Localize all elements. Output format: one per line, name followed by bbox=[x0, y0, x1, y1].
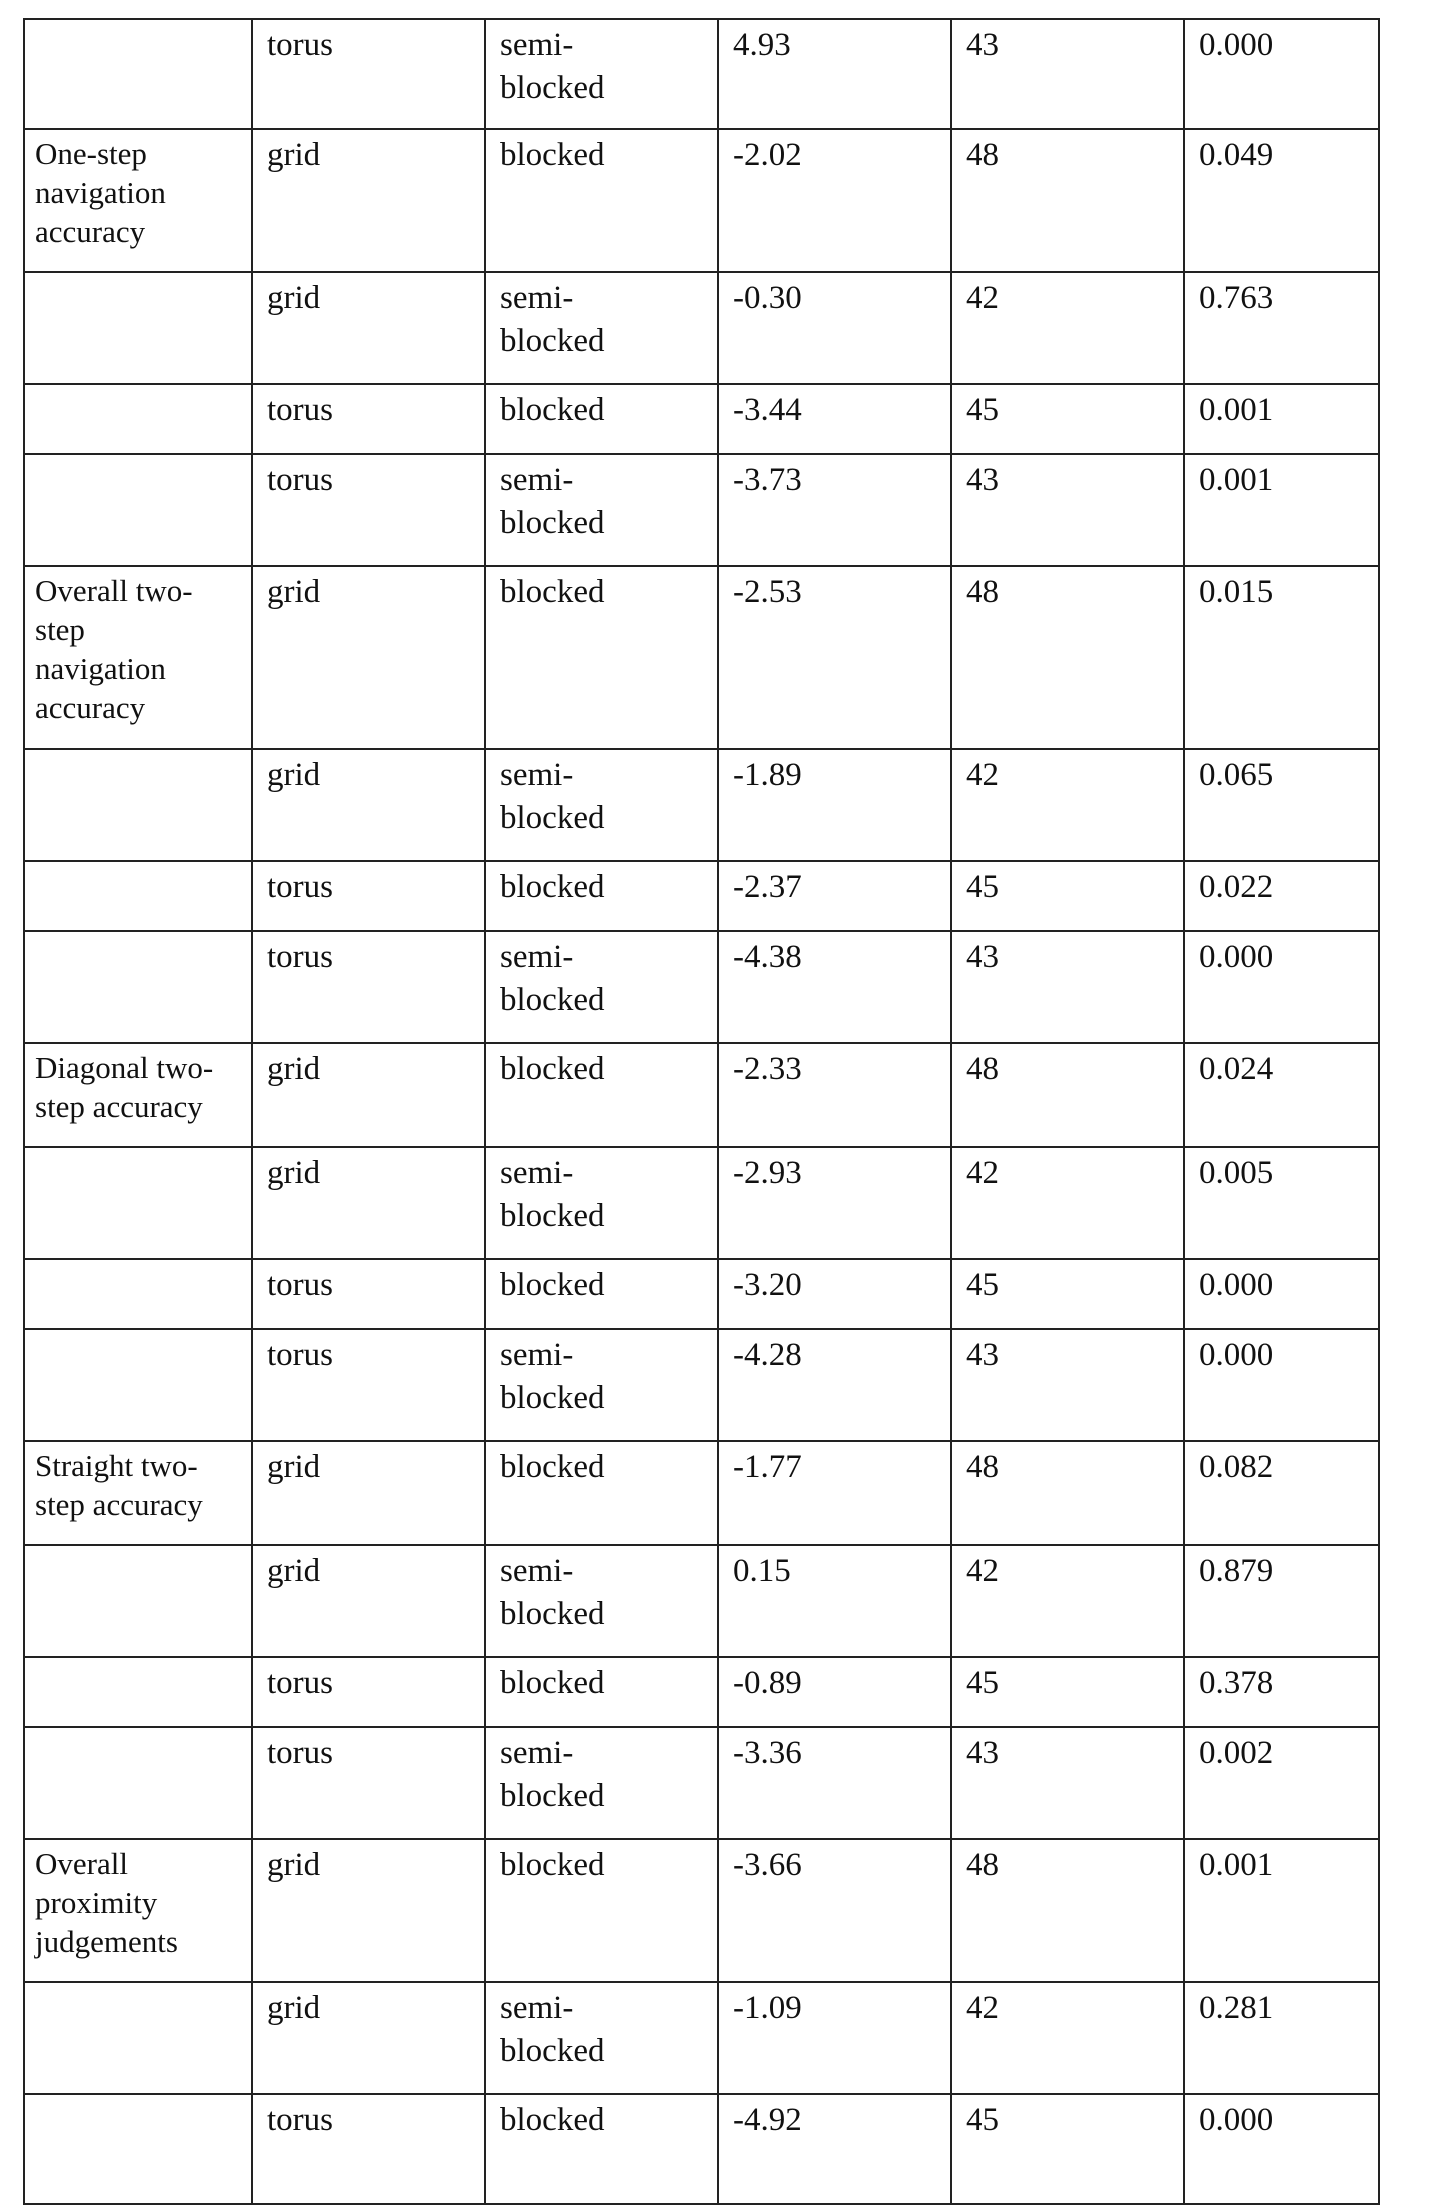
p-value-cell: 0.065 bbox=[1184, 749, 1379, 861]
topology-cell: torus bbox=[252, 19, 485, 129]
t-value-cell: -3.36 bbox=[718, 1727, 951, 1839]
topology-cell: grid bbox=[252, 749, 485, 861]
table-row bbox=[24, 1043, 1379, 1147]
df-cell: 45 bbox=[951, 384, 1184, 454]
condition-cell: blocked bbox=[485, 2094, 718, 2204]
measure-cell: Overall proximity judgements bbox=[24, 1839, 252, 1982]
condition-cell: blocked bbox=[485, 1839, 718, 1982]
condition-cell: semi- blocked bbox=[485, 272, 718, 384]
table-row bbox=[24, 749, 1379, 861]
table-row bbox=[24, 384, 1379, 454]
condition-cell: blocked bbox=[485, 1259, 718, 1329]
condition-cell: semi- blocked bbox=[485, 931, 718, 1043]
table-row bbox=[24, 272, 1379, 384]
measure-cell bbox=[24, 749, 252, 861]
table-row bbox=[24, 1839, 1379, 1982]
df-cell: 43 bbox=[951, 1329, 1184, 1441]
df-cell: 42 bbox=[951, 1982, 1184, 2094]
topology-cell: grid bbox=[252, 129, 485, 272]
t-value-cell: 4.93 bbox=[718, 19, 951, 129]
topology-cell: grid bbox=[252, 1839, 485, 1982]
measure-cell: One-step navigation accuracy bbox=[24, 129, 252, 272]
t-value-cell: -3.66 bbox=[718, 1839, 951, 1982]
table-row bbox=[24, 1727, 1379, 1839]
df-cell: 48 bbox=[951, 1839, 1184, 1982]
df-cell: 42 bbox=[951, 1147, 1184, 1259]
df-cell: 48 bbox=[951, 566, 1184, 749]
t-value-cell: -3.73 bbox=[718, 454, 951, 566]
table-row bbox=[24, 1441, 1379, 1545]
measure-cell bbox=[24, 1727, 252, 1839]
p-value-cell: 0.001 bbox=[1184, 1839, 1379, 1982]
condition-cell: blocked bbox=[485, 384, 718, 454]
p-value-cell: 0.000 bbox=[1184, 931, 1379, 1043]
p-value-cell: 0.002 bbox=[1184, 1727, 1379, 1839]
topology-cell: torus bbox=[252, 384, 485, 454]
measure-cell bbox=[24, 1259, 252, 1329]
measure-cell bbox=[24, 2094, 252, 2204]
condition-cell: semi- blocked bbox=[485, 1545, 718, 1657]
table-row bbox=[24, 861, 1379, 931]
p-value-cell: 0.000 bbox=[1184, 1329, 1379, 1441]
measure-cell bbox=[24, 1982, 252, 2094]
topology-cell: torus bbox=[252, 861, 485, 931]
measure-cell bbox=[24, 1329, 252, 1441]
table-row bbox=[24, 566, 1379, 749]
df-cell: 42 bbox=[951, 1545, 1184, 1657]
table-row bbox=[24, 1329, 1379, 1441]
t-value-cell: -4.92 bbox=[718, 2094, 951, 2204]
t-value-cell: -4.28 bbox=[718, 1329, 951, 1441]
t-value-cell: -4.38 bbox=[718, 931, 951, 1043]
t-value-cell: -1.77 bbox=[718, 1441, 951, 1545]
topology-cell: grid bbox=[252, 1147, 485, 1259]
p-value-cell: 0.082 bbox=[1184, 1441, 1379, 1545]
df-cell: 42 bbox=[951, 272, 1184, 384]
topology-cell: torus bbox=[252, 1329, 485, 1441]
table-row bbox=[24, 1657, 1379, 1727]
measure-cell: Straight two- step accuracy bbox=[24, 1441, 252, 1545]
topology-cell: torus bbox=[252, 1657, 485, 1727]
p-value-cell: 0.281 bbox=[1184, 1982, 1379, 2094]
topology-cell: grid bbox=[252, 1043, 485, 1147]
table-row bbox=[24, 1259, 1379, 1329]
t-value-cell: -2.02 bbox=[718, 129, 951, 272]
topology-cell: grid bbox=[252, 1441, 485, 1545]
table-row bbox=[24, 1147, 1379, 1259]
p-value-cell: 0.001 bbox=[1184, 384, 1379, 454]
t-value-cell: -1.89 bbox=[718, 749, 951, 861]
t-value-cell: -2.93 bbox=[718, 1147, 951, 1259]
t-value-cell: -1.09 bbox=[718, 1982, 951, 2094]
topology-cell: grid bbox=[252, 1545, 485, 1657]
table-row bbox=[24, 19, 1379, 129]
topology-cell: torus bbox=[252, 1727, 485, 1839]
condition-cell: semi- blocked bbox=[485, 1727, 718, 1839]
df-cell: 48 bbox=[951, 1441, 1184, 1545]
df-cell: 45 bbox=[951, 1657, 1184, 1727]
measure-cell bbox=[24, 931, 252, 1043]
results-table bbox=[23, 18, 1380, 2205]
measure-cell bbox=[24, 19, 252, 129]
topology-cell: grid bbox=[252, 566, 485, 749]
t-value-cell: -0.89 bbox=[718, 1657, 951, 1727]
condition-cell: blocked bbox=[485, 1657, 718, 1727]
df-cell: 42 bbox=[951, 749, 1184, 861]
measure-cell bbox=[24, 861, 252, 931]
t-value-cell: -3.20 bbox=[718, 1259, 951, 1329]
p-value-cell: 0.022 bbox=[1184, 861, 1379, 931]
p-value-cell: 0.005 bbox=[1184, 1147, 1379, 1259]
table-row bbox=[24, 454, 1379, 566]
table-row bbox=[24, 2094, 1379, 2204]
condition-cell: semi- blocked bbox=[485, 1329, 718, 1441]
p-value-cell: 0.001 bbox=[1184, 454, 1379, 566]
t-value-cell: -2.33 bbox=[718, 1043, 951, 1147]
measure-cell bbox=[24, 1147, 252, 1259]
df-cell: 45 bbox=[951, 2094, 1184, 2204]
condition-cell: blocked bbox=[485, 566, 718, 749]
condition-cell: semi- blocked bbox=[485, 454, 718, 566]
t-value-cell: -3.44 bbox=[718, 384, 951, 454]
topology-cell: torus bbox=[252, 2094, 485, 2204]
condition-cell: semi- blocked bbox=[485, 749, 718, 861]
p-value-cell: 0.879 bbox=[1184, 1545, 1379, 1657]
topology-cell: torus bbox=[252, 1259, 485, 1329]
p-value-cell: 0.024 bbox=[1184, 1043, 1379, 1147]
measure-cell bbox=[24, 272, 252, 384]
df-cell: 43 bbox=[951, 454, 1184, 566]
table-row bbox=[24, 1982, 1379, 2094]
condition-cell: semi- blocked bbox=[485, 1147, 718, 1259]
p-value-cell: 0.000 bbox=[1184, 1259, 1379, 1329]
topology-cell: grid bbox=[252, 1982, 485, 2094]
table-body bbox=[24, 19, 1379, 2204]
condition-cell: semi- blocked bbox=[485, 19, 718, 129]
p-value-cell: 0.000 bbox=[1184, 19, 1379, 129]
df-cell: 48 bbox=[951, 1043, 1184, 1147]
measure-cell: Diagonal two- step accuracy bbox=[24, 1043, 252, 1147]
condition-cell: blocked bbox=[485, 1043, 718, 1147]
table-row bbox=[24, 1545, 1379, 1657]
measure-cell bbox=[24, 384, 252, 454]
df-cell: 43 bbox=[951, 19, 1184, 129]
measure-cell bbox=[24, 1545, 252, 1657]
df-cell: 43 bbox=[951, 931, 1184, 1043]
p-value-cell: 0.763 bbox=[1184, 272, 1379, 384]
measure-cell: Overall two- step navigation accuracy bbox=[24, 566, 252, 749]
measure-cell bbox=[24, 1657, 252, 1727]
measure-cell bbox=[24, 454, 252, 566]
condition-cell: blocked bbox=[485, 129, 718, 272]
p-value-cell: 0.378 bbox=[1184, 1657, 1379, 1727]
t-value-cell: -2.53 bbox=[718, 566, 951, 749]
df-cell: 45 bbox=[951, 1259, 1184, 1329]
p-value-cell: 0.000 bbox=[1184, 2094, 1379, 2204]
topology-cell: torus bbox=[252, 454, 485, 566]
table-row bbox=[24, 129, 1379, 272]
df-cell: 43 bbox=[951, 1727, 1184, 1839]
condition-cell: semi- blocked bbox=[485, 1982, 718, 2094]
df-cell: 45 bbox=[951, 861, 1184, 931]
p-value-cell: 0.015 bbox=[1184, 566, 1379, 749]
condition-cell: blocked bbox=[485, 1441, 718, 1545]
t-value-cell: -2.37 bbox=[718, 861, 951, 931]
p-value-cell: 0.049 bbox=[1184, 129, 1379, 272]
topology-cell: grid bbox=[252, 272, 485, 384]
condition-cell: blocked bbox=[485, 861, 718, 931]
df-cell: 48 bbox=[951, 129, 1184, 272]
topology-cell: torus bbox=[252, 931, 485, 1043]
t-value-cell: 0.15 bbox=[718, 1545, 951, 1657]
table-row bbox=[24, 931, 1379, 1043]
t-value-cell: -0.30 bbox=[718, 272, 951, 384]
